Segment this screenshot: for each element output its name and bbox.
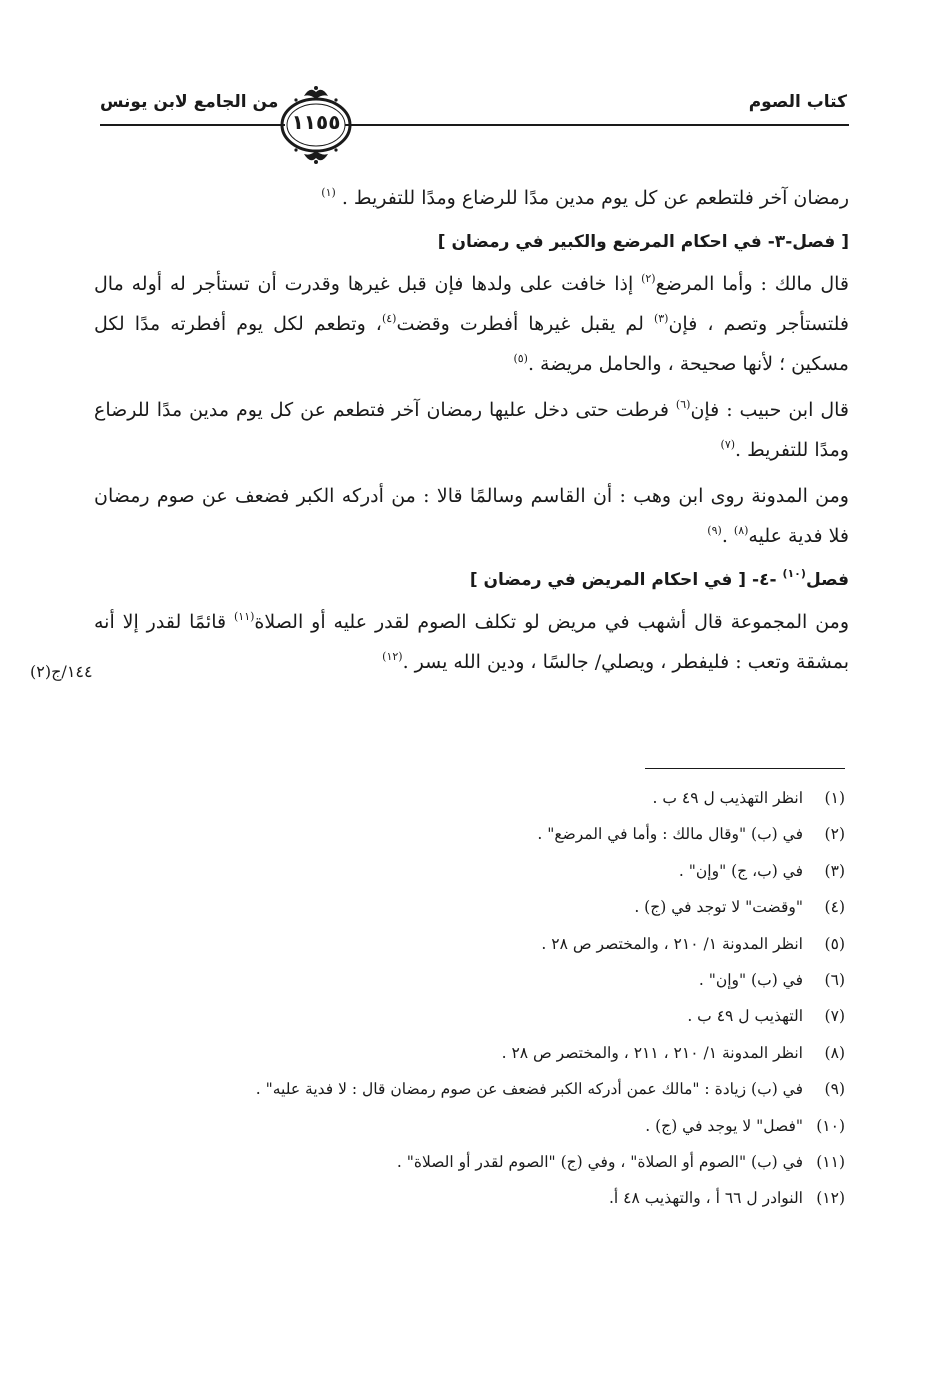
footnote-ref[interactable]: (٦) — [675, 398, 691, 411]
paragraph-text: رمضان آخر فلتطعم عن كل يوم مدين مدًا للرضاع ومدًا للتفريط . — [341, 187, 849, 209]
footnote-number: (٣) — [824, 861, 845, 880]
footnote-ref[interactable]: (٢) — [641, 272, 656, 285]
footnote-item — [85, 998, 845, 1034]
footnote-item — [85, 889, 845, 925]
footnotes-list — [85, 780, 845, 1217]
footnote-ref[interactable]: (٥) — [513, 352, 528, 365]
footnote-item — [85, 1108, 845, 1144]
footnote-separator — [645, 768, 845, 769]
footnote-text: النوادر ل ٦٦ أ ، والتهذيب ٤٨ أ. — [608, 1189, 803, 1208]
footnote-ref[interactable]: (٣) — [653, 312, 669, 325]
footnote-item — [85, 962, 845, 998]
paragraph-text: لم يقبل غيرها أفطرت وقضت — [396, 313, 654, 335]
footnote-item — [85, 816, 845, 852]
footnote-item — [85, 1180, 845, 1216]
heading-text: -٤- [ في احكام المريض في رمضان ] — [469, 570, 783, 590]
footnote-number: (٧) — [824, 1007, 845, 1026]
footnote-number: (١) — [824, 789, 845, 807]
footnote-item — [85, 926, 845, 962]
footnote-number: (١٠) — [816, 1116, 845, 1135]
page-number: ١١٥٥ — [291, 110, 341, 134]
paragraph — [94, 602, 849, 682]
footnote-ref[interactable]: (٩) — [707, 524, 722, 537]
footnote-text: في (ب، ج) "وإن" . — [678, 861, 803, 880]
footnote-ref[interactable]: (١٠) — [782, 567, 806, 580]
footnote-text: في (ب) زيادة : "مالك عمن أدركه الكبر فضعف عن صوم رمضان قال : لا فدية عليه" . — [255, 1080, 803, 1099]
manuscript-folio-note: ١٤٤/ج(٢) — [30, 662, 93, 681]
paragraph-text: قائمًا لقدر إلا أنه بمشقة وتعب : فليفطر ، ويصلي/ جالسًا ، ودين الله يسر . — [94, 611, 849, 673]
footnote-text: في (ب) "الصوم أو الصلاة" ، وفي (ج) "الصوم لقدر أو الصلاة" . — [396, 1153, 803, 1172]
running-header-book-title: كتاب الصوم — [748, 92, 847, 112]
section-heading — [94, 560, 849, 600]
paragraph-text: ومن المجموعة قال أشهب في مريض لو تكلف الصوم لقدر عليه أو الصلاة — [254, 611, 850, 633]
footnote-text: التهذيب ل ٤٩ ب . — [687, 1007, 803, 1026]
footnote-text: "فصل" لا يوجد في (ج) . — [645, 1116, 803, 1135]
paragraph-text: قال ابن حبيب : فإن — [690, 399, 849, 421]
footnote-text: في (ب) "وإن" . — [698, 971, 803, 990]
footnote-item — [85, 853, 845, 889]
footnote-number: (٥) — [824, 934, 845, 953]
paragraph — [94, 178, 849, 218]
paragraph — [94, 264, 849, 384]
footnote-ref[interactable]: (١) — [321, 186, 336, 199]
footnote-text: انظر التهذيب ل ٤٩ ب . — [652, 789, 803, 807]
footnote-text: في (ب) "وقال مالك : وأما في المرضع" . — [537, 825, 803, 844]
footnote-text: انظر المدونة ١/ ٢١٠ ، والمختصر ص ٢٨ . — [541, 934, 803, 953]
header-rule-left — [100, 124, 285, 126]
footnote-number: (١١) — [816, 1153, 845, 1172]
paragraph-text: . — [721, 525, 734, 547]
paragraph-text: إذا خافت على ولدها فإن قبل غيرها وقدرت أن تستأجر له أوله مال فلتستأجر وتصم ، فإن — [94, 273, 850, 335]
footnote-number: (١٢) — [816, 1189, 845, 1208]
footnote-number: (٨) — [824, 1043, 845, 1062]
running-header-source-title: من الجامع لابن يونس — [100, 92, 279, 112]
paragraph-text: قال مالك : وأما المرضع — [655, 273, 849, 295]
paragraph — [94, 390, 849, 470]
heading-text: فصل — [805, 570, 849, 590]
footnote-ref[interactable]: (١١) — [233, 610, 255, 623]
footnote-ref[interactable]: (٧) — [720, 438, 736, 451]
footnote-number: (٤) — [824, 898, 845, 917]
footnote-ref[interactable]: (١٢) — [382, 650, 403, 663]
footnote-number: (٩) — [824, 1080, 845, 1099]
footnote-item — [85, 780, 845, 816]
footnote-number: (٢) — [824, 825, 845, 844]
footnote-item — [85, 1071, 845, 1107]
paragraph-text: فرطت حتى دخل عليها رمضان آخر فتطعم عن كل يوم مدين مدًا للرضاع ومدًا للتفريط . — [94, 399, 849, 461]
footnote-ref[interactable]: (٤) — [381, 312, 397, 325]
footnote-item — [85, 1144, 845, 1180]
footnote-text: انظر المدونة ١/ ٢١٠ ، ٢١١ ، والمختصر ص ٢٨ . — [501, 1043, 803, 1062]
paragraph-text: ومن المدونة روى ابن وهب : أن القاسم وسالمًا قالا : من أدركه الكبر فضعف عن صوم رمضان فلا فدية عليه — [94, 485, 849, 547]
header-rule-right — [345, 124, 849, 126]
paragraph — [94, 476, 849, 556]
footnote-ref[interactable]: (٨) — [733, 524, 749, 537]
footnote-number: (٦) — [824, 971, 845, 990]
section-heading: [ فصل-٣- في احكام المرضع والكبير في رمضان ] — [437, 232, 849, 252]
paragraph-text: ، وتطعم لكل يوم أفطرته مدًا لكل مسكين ؛ لأنها صحيحة ، والحامل مريضة . — [94, 313, 849, 375]
footnote-item — [85, 1035, 845, 1071]
main-text — [94, 178, 849, 682]
footnote-text: "وقضت" لا توجد في (ج) . — [634, 898, 803, 917]
